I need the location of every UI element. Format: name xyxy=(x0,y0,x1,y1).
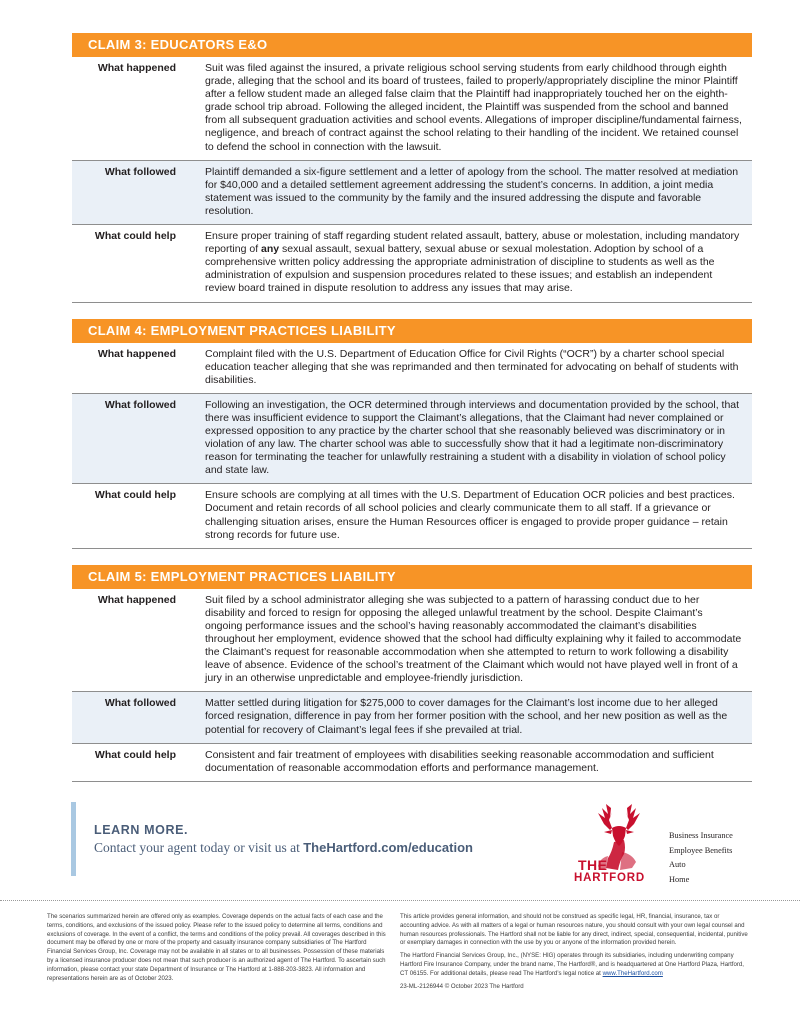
row-label: What could help xyxy=(94,230,176,243)
row-label: What could help xyxy=(94,489,176,502)
education-link[interactable]: TheHartford.com/education xyxy=(303,840,473,855)
row-label: What happened xyxy=(97,593,176,606)
logo-wordmark-the: THE xyxy=(578,857,608,873)
claim-row-what-followed xyxy=(72,394,752,485)
claim-row-what-followed xyxy=(72,692,752,743)
claim-title: CLAIM 5: EMPLOYMENT PRACTICES LIABILITY xyxy=(72,565,752,589)
hartford-website-link[interactable]: www.TheHartford.com xyxy=(602,969,663,977)
claim-5 xyxy=(72,565,752,782)
row-text xyxy=(205,230,742,296)
learn-more-title: LEARN MORE. xyxy=(94,823,189,837)
claim-row-what-happened xyxy=(72,57,752,161)
product-item: Home xyxy=(669,874,690,884)
learn-more-callout xyxy=(71,802,636,876)
text-segment: Ensure proper training of staff regarding student related assault, battery, abuse or molestation, including mandatory reporting of xyxy=(205,230,740,256)
claim-row-what-happened xyxy=(72,589,752,693)
row-label: What followed xyxy=(104,398,176,411)
document-code: 23-ML-2126944 © October 2023 The Hartford xyxy=(400,982,524,990)
disclaimer-text: The scenarios summarized herein are offered only as examples. Coverage depends on the actual facts of each case and the terms, conditions, and exclusions of the issued policy. Please refer to the issued policy to determine all terms, conditions and exclusions of coverage. In the event of a conflict, the terms and conditions of the policy prevail. All coverages described in this document may be offered by one or more of the property and casualty insurance company subsidiaries of The Hartford Financial Services Group, Inc. Coverage may not be available in all states or to all businesses. Possession of these materials by a licensed insurance producer does not mean that such producer is an authorized agent of The Hartford. To ascertain such information, please contact your state Department of Insurance or The Hartford at 1-888-203-3823. All information and representations herein are as of October 2023. xyxy=(47,913,386,982)
row-text: Consistent and fair treatment of employees with disabilities seeking reasonable accommodation and sufficient documentation of reasonable accommodation efforts and performance management. xyxy=(205,748,714,774)
row-text: Ensure schools are complying at all times with the U.S. Department of Education OCR policies and best practices. Document and retain records of all school policies and clearly communicate them to all staff. If a grievance or challenging situation arises, ensure the Human Resources officer is engaged to provide proper guidance – retain strong records for future use. xyxy=(205,489,735,541)
claim-4 xyxy=(72,319,752,549)
disclaimer-text: This article provides general information, and should not be construed as specific legal, HR, financial, insurance, tax or accounting advice. As with all matters of a legal or human resources nature, you should consult with your own legal counsel and human resources professionals. The Hartford shall not be liable for any direct, indirect, special, consequential, incidental, punitive or exemplary damages in connection with the use by you or anyone of the information provided herein. xyxy=(400,913,748,947)
product-item: Auto xyxy=(669,860,686,869)
logo-wordmark-hartford: HARTFORD xyxy=(574,872,645,884)
product-item: Business Insurance xyxy=(669,831,733,840)
row-text: Plaintiff demanded a six-figure settlement and a letter of apology from the school. The matter resolved at mediation for $40,000 and a detailed settlement agreement addressing the student’s concerns. In addition, a joint media statement was issued to the community by the family and the insured addressing the dispute and favorable resolution. xyxy=(205,165,739,217)
claim-row-what-could-help xyxy=(72,484,752,548)
text-segment: sexual assault, sexual battery, sexual abuse or sexual molestation. Adoption by school of a comprehensive written policy addressing the appropriate administration of discipline to students as well as the administration of expulsion and suspension procedures related to these issues; and establish an independent review board trained in dispute resolution to address any issues that may arise. xyxy=(205,243,715,295)
legal-notice-text xyxy=(400,952,750,978)
claim-row-what-followed xyxy=(72,161,752,225)
claims-section xyxy=(72,33,752,798)
claim-title: CLAIM 4: EMPLOYMENT PRACTICES LIABILITY xyxy=(72,319,752,343)
row-text: Suit was filed against the insured, a private religious school serving students from early childhood through eighth grade, alleging that the school and its board of trustees, failed to properly/appropriately discipline the minor Plaintiff after a fellow student made an alleged false claim that the Plaintiff had inappropriately touched her on the eighth-grade school trip abroad. Following the alleged incident, the Plaintiff was suspended from the school and banned from all subsequent graduation activities and school events. Allegations of improper discipline/fundamental fairness, negligence, and breach of contract against the school relating to their handling of the incident. We retained counsel to defend the school in connection with the lawsuit. xyxy=(205,62,742,153)
row-text: Complaint filed with the U.S. Department of Education Office for Civil Rights (“OCR”) by a charter school special education teacher alleging that she was reprimanded and then terminated for advocating on behalf of students with disabilities. xyxy=(205,347,739,386)
claim-3 xyxy=(72,33,752,303)
learn-more-text: Contact your agent today or visit us at xyxy=(94,840,304,855)
row-text: Matter settled during litigation for $275,000 to cover damages for the Claimant’s lost income due to her alleged forced resignation, difference in pay from her former position with the school, and her new position as well as the potential for recovery of Claimant’s legal fees if she prevailed at trial. xyxy=(205,697,728,736)
disclaimer-left xyxy=(47,913,391,987)
disclaimer-right xyxy=(400,913,750,995)
claim-row-what-happened xyxy=(72,343,752,394)
row-label: What could help xyxy=(94,748,176,761)
claim-title: CLAIM 3: EDUCATORS E&O xyxy=(72,33,752,57)
learn-more-subtitle xyxy=(94,840,473,856)
claim-row-what-could-help xyxy=(72,744,752,782)
row-text: Following an investigation, the OCR determined through interviews and documentation provided by the school, that there was insufficient evidence to support the Claimant’s allegations, that the Claimant had never complained or expressed opposition to any practice by the charter school that she reasonably believed was discriminatory or in violation of any law. The charter school was able to successfully show that it had a legitimate non-discriminatory reason for terminating the teacher for unlawfully restraining a student with a disability in violation of school policy and state law. xyxy=(205,398,740,477)
row-label: What followed xyxy=(104,165,176,178)
row-label: What happened xyxy=(97,347,176,360)
row-text: Suit filed by a school administrator alleging she was subjected to a pattern of harassing conduct due to her disability and forced to resign for opposing the alleged unlawful treatment by the school. Despite Claimant’s ongoing performance issues and the school’s having reasonably accommodated the claimant’s disabilities throughout her employment, evidence showed that the school had difficulty explaining why it failed to accommodate the Claimant’s request for reasonable accommodation when she attempted to return to work following a disability leave of absence. Evidence of the school’s treatment of the Claimant which would not have played well in front of a jury in an otherwise unpredictable and employee-friendly jurisdiction. xyxy=(205,593,742,685)
emphasis-text: any xyxy=(261,243,280,256)
product-list xyxy=(669,829,733,887)
claim-row-what-could-help xyxy=(72,225,752,302)
row-label: What happened xyxy=(97,62,176,74)
footer-divider xyxy=(0,900,800,901)
product-item: Employee Benefits xyxy=(669,845,733,855)
row-label: What followed xyxy=(104,697,176,710)
disclaimer-text: The Hartford Financial Services Group, Inc., (NYSE: HIG) operates through its subsidiaries, including underwriting company Hartford Fire Insurance Company, under the brand name, The Hartford®, and is headquartered at One Hartford Plaza, Hartford, CT 06155. For additional details, please read The Hartford’s legal notice at xyxy=(400,952,744,977)
